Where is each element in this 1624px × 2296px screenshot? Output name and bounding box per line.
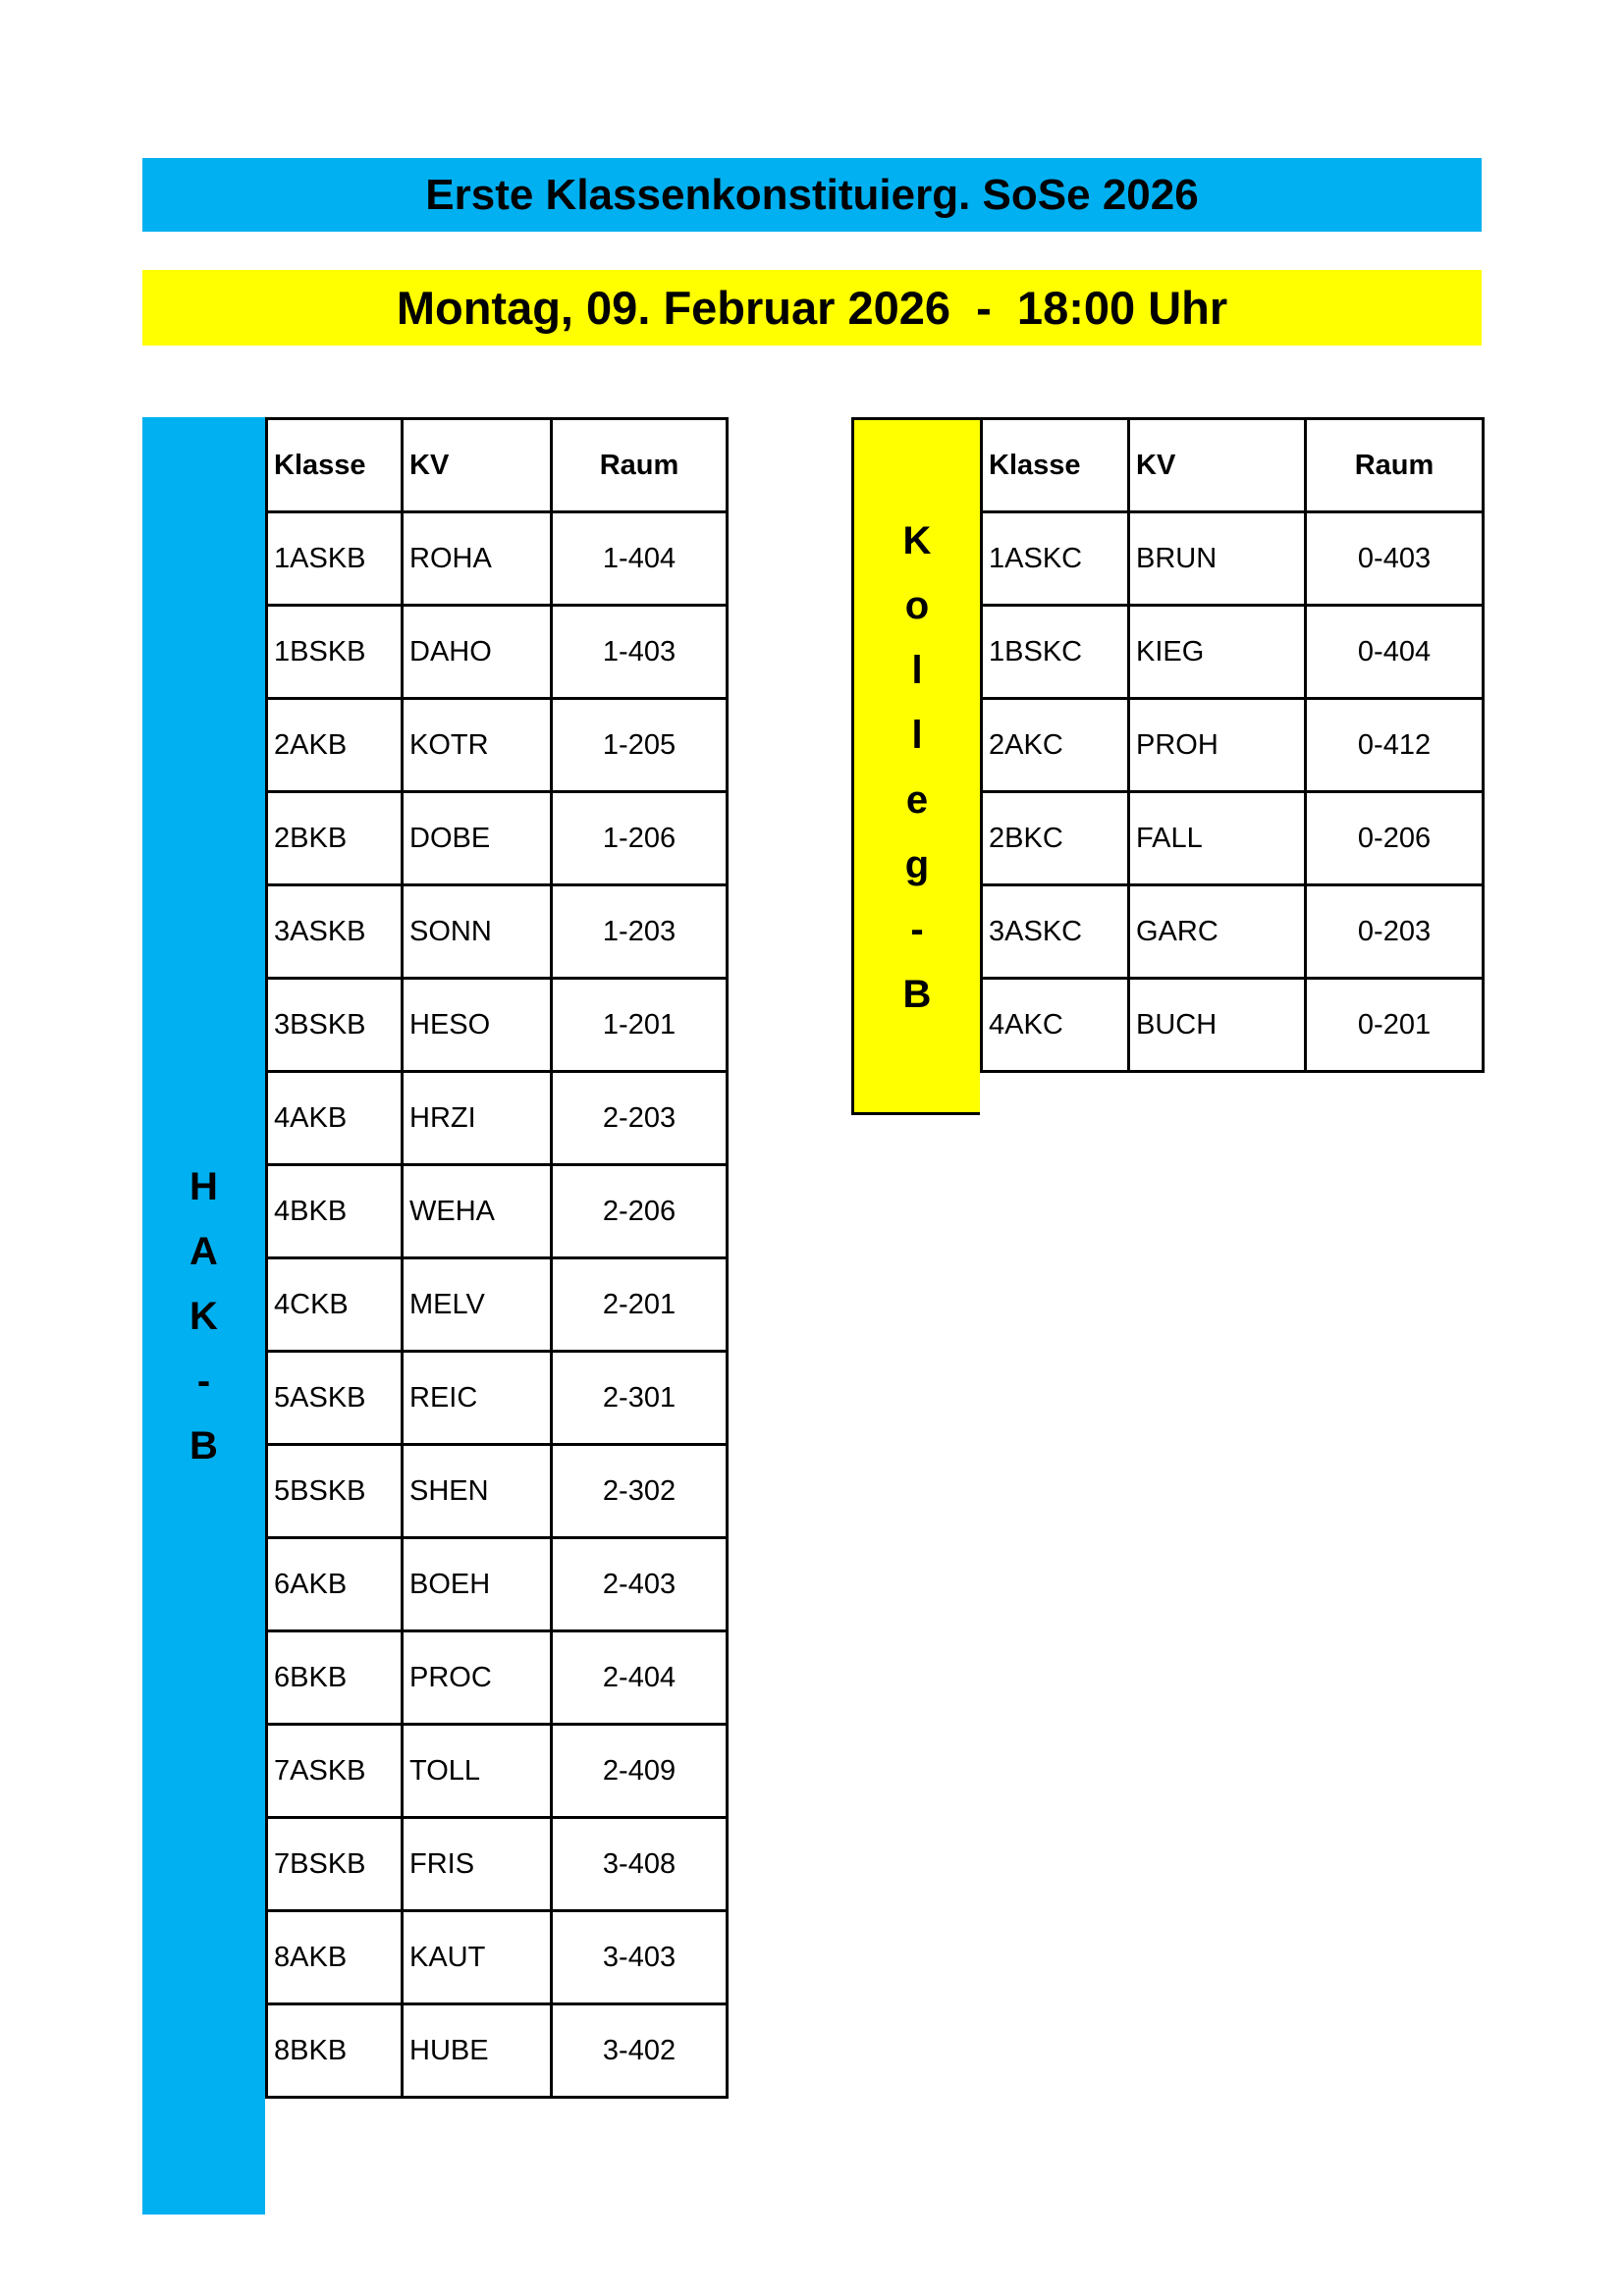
table-row bbox=[982, 512, 1484, 606]
table-row bbox=[267, 1911, 728, 2004]
table-row bbox=[267, 1258, 728, 1352]
table-row bbox=[982, 606, 1484, 699]
raum-cell: 2-201 bbox=[552, 1258, 728, 1352]
table-header-row bbox=[982, 419, 1484, 512]
table-row bbox=[267, 1165, 728, 1258]
raum-cell: 1-404 bbox=[552, 512, 728, 606]
table-row bbox=[982, 979, 1484, 1072]
kv-cell: KIEG bbox=[1129, 606, 1306, 699]
side-letter: A bbox=[189, 1229, 218, 1273]
klasse-cell: 6BKB bbox=[267, 1631, 403, 1725]
klasse-cell: 2BKB bbox=[267, 792, 403, 885]
header-raum: Raum bbox=[552, 419, 728, 512]
kv-cell: WEHA bbox=[403, 1165, 552, 1258]
raum-cell: 2-301 bbox=[552, 1352, 728, 1445]
table-row bbox=[267, 1818, 728, 1911]
klasse-cell: 2AKB bbox=[267, 699, 403, 792]
table-row bbox=[267, 1725, 728, 1818]
klasse-cell: 8AKB bbox=[267, 1911, 403, 2004]
raum-cell: 2-409 bbox=[552, 1725, 728, 1818]
kv-cell: BOEH bbox=[403, 1538, 552, 1631]
kv-cell: BUCH bbox=[1129, 979, 1306, 1072]
kv-cell: KOTR bbox=[403, 699, 552, 792]
raum-cell: 1-205 bbox=[552, 699, 728, 792]
klasse-cell: 4CKB bbox=[267, 1258, 403, 1352]
side-letter: B bbox=[902, 973, 932, 1016]
kv-cell: HRZI bbox=[403, 1072, 552, 1165]
header-raum: Raum bbox=[1306, 419, 1484, 512]
table-row bbox=[267, 1538, 728, 1631]
klasse-cell: 3BSKB bbox=[267, 979, 403, 1072]
kv-cell: BRUN bbox=[1129, 512, 1306, 606]
klasse-cell: 7BSKB bbox=[267, 1818, 403, 1911]
kolleg-b-table bbox=[980, 417, 1485, 1073]
table-row bbox=[267, 1352, 728, 1445]
header-klasse: Klasse bbox=[267, 419, 403, 512]
date-time-banner: Montag, 09. Februar 2026 - 18:00 Uhr bbox=[142, 270, 1482, 346]
table-row bbox=[982, 699, 1484, 792]
kv-cell: FALL bbox=[1129, 792, 1306, 885]
side-letter: e bbox=[905, 778, 929, 822]
raum-cell: 2-404 bbox=[552, 1631, 728, 1725]
kv-cell: DOBE bbox=[403, 792, 552, 885]
raum-cell: 2-203 bbox=[552, 1072, 728, 1165]
klasse-cell: 4BKB bbox=[267, 1165, 403, 1258]
klasse-cell: 3ASKC bbox=[982, 885, 1129, 979]
klasse-cell: 6AKB bbox=[267, 1538, 403, 1631]
raum-cell: 0-206 bbox=[1306, 792, 1484, 885]
table-row bbox=[267, 512, 728, 606]
side-letter: - bbox=[196, 1359, 211, 1403]
header-klasse: Klasse bbox=[982, 419, 1129, 512]
kv-cell: PROC bbox=[403, 1631, 552, 1725]
raum-cell: 1-201 bbox=[552, 979, 728, 1072]
table-row bbox=[267, 699, 728, 792]
table-row bbox=[267, 1445, 728, 1538]
raum-cell: 2-302 bbox=[552, 1445, 728, 1538]
raum-cell: 0-203 bbox=[1306, 885, 1484, 979]
klasse-cell: 5ASKB bbox=[267, 1352, 403, 1445]
header-kv: KV bbox=[403, 419, 552, 512]
side-letter: B bbox=[189, 1423, 218, 1468]
side-letter: o bbox=[904, 584, 930, 627]
table-row bbox=[267, 979, 728, 1072]
raum-cell: 3-402 bbox=[552, 2004, 728, 2098]
table-row bbox=[982, 885, 1484, 979]
klasse-cell: 8BKB bbox=[267, 2004, 403, 2098]
kv-cell: FRIS bbox=[403, 1818, 552, 1911]
kv-cell: TOLL bbox=[403, 1725, 552, 1818]
raum-cell: 3-403 bbox=[552, 1911, 728, 2004]
raum-cell: 0-403 bbox=[1306, 512, 1484, 606]
side-letter: l bbox=[911, 649, 923, 692]
side-letter: K bbox=[902, 519, 932, 562]
klasse-cell: 1ASKC bbox=[982, 512, 1129, 606]
side-letter: K bbox=[189, 1294, 218, 1338]
kv-cell: SHEN bbox=[403, 1445, 552, 1538]
table-header-row bbox=[267, 419, 728, 512]
raum-cell: 3-408 bbox=[552, 1818, 728, 1911]
side-letter: - bbox=[910, 908, 924, 951]
kv-cell: GARC bbox=[1129, 885, 1306, 979]
kv-cell: DAHO bbox=[403, 606, 552, 699]
kv-cell: HESO bbox=[403, 979, 552, 1072]
table-row bbox=[982, 792, 1484, 885]
kolleg-b-side-label bbox=[851, 417, 980, 1115]
kv-cell: SONN bbox=[403, 885, 552, 979]
klasse-cell: 1BSKB bbox=[267, 606, 403, 699]
raum-cell: 1-203 bbox=[552, 885, 728, 979]
table-row bbox=[267, 1072, 728, 1165]
table-row bbox=[267, 606, 728, 699]
raum-cell: 0-404 bbox=[1306, 606, 1484, 699]
kv-cell: REIC bbox=[403, 1352, 552, 1445]
hak-b-table bbox=[265, 417, 729, 2099]
raum-cell: 1-206 bbox=[552, 792, 728, 885]
klasse-cell: 4AKB bbox=[267, 1072, 403, 1165]
header-kv: KV bbox=[1129, 419, 1306, 512]
kv-cell: PROH bbox=[1129, 699, 1306, 792]
side-letter: l bbox=[911, 714, 923, 757]
side-letter: g bbox=[904, 843, 930, 886]
table-row bbox=[267, 2004, 728, 2098]
klasse-cell: 1BSKC bbox=[982, 606, 1129, 699]
page-title: Erste Klassenkonstituierg. SoSe 2026 bbox=[142, 158, 1482, 232]
raum-cell: 1-403 bbox=[552, 606, 728, 699]
klasse-cell: 2BKC bbox=[982, 792, 1129, 885]
klasse-cell: 1ASKB bbox=[267, 512, 403, 606]
kv-cell: ROHA bbox=[403, 512, 552, 606]
klasse-cell: 2AKC bbox=[982, 699, 1129, 792]
raum-cell: 2-206 bbox=[552, 1165, 728, 1258]
kv-cell: KAUT bbox=[403, 1911, 552, 2004]
klasse-cell: 4AKC bbox=[982, 979, 1129, 1072]
kv-cell: HUBE bbox=[403, 2004, 552, 2098]
klasse-cell: 3ASKB bbox=[267, 885, 403, 979]
hak-b-side-label bbox=[142, 417, 265, 2215]
table-row bbox=[267, 792, 728, 885]
side-letter: H bbox=[189, 1164, 218, 1208]
table-row bbox=[267, 885, 728, 979]
table-row bbox=[267, 1631, 728, 1725]
klasse-cell: 7ASKB bbox=[267, 1725, 403, 1818]
kv-cell: MELV bbox=[403, 1258, 552, 1352]
klasse-cell: 5BSKB bbox=[267, 1445, 403, 1538]
raum-cell: 2-403 bbox=[552, 1538, 728, 1631]
raum-cell: 0-201 bbox=[1306, 979, 1484, 1072]
raum-cell: 0-412 bbox=[1306, 699, 1484, 792]
